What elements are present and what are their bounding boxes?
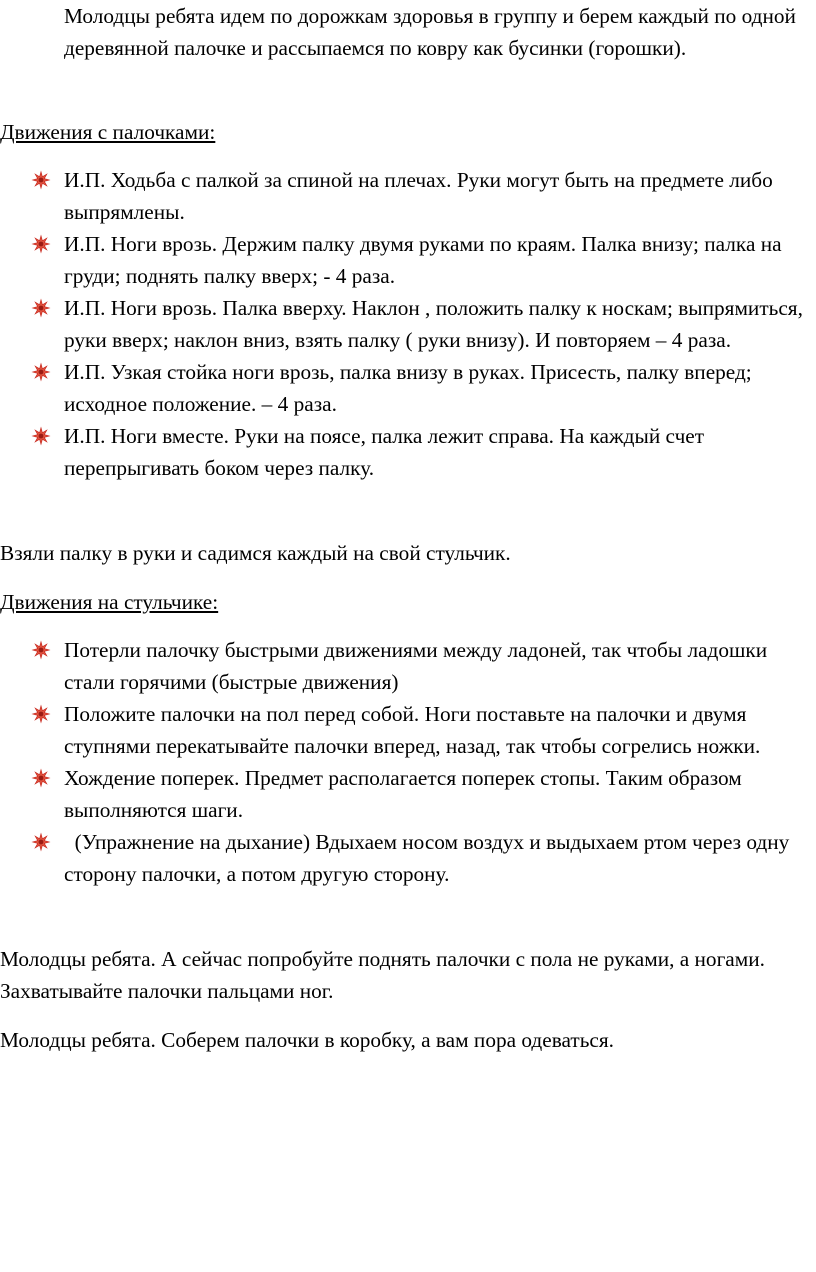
list-item-text: И.П. Ноги вместе. Руки на поясе, палка лежит справа. На каждый счет перепрыгивать боком через палку. <box>64 424 705 480</box>
list-item-text: (Упражнение на дыхание) Вдыхаем носом воздух и выдыхаем ртом через одну сторону палочки, а потом другую сторону. <box>64 830 795 886</box>
red-starburst-icon <box>31 362 51 382</box>
list-item <box>0 762 816 826</box>
red-starburst-icon <box>31 640 51 660</box>
list-item-text: И.П. Ходьба с палкой за спиной на плечах. Руки могут быть на предмете либо выпрямлены. <box>64 168 773 224</box>
section-heading-stick-movements: Движения с палочками: <box>0 120 216 144</box>
list-item-text: Хождение поперек. Предмет располагается поперек стопы. Таким образом выполняются шаги. <box>64 766 742 822</box>
list-item <box>0 228 816 292</box>
stick-movements-list <box>0 164 816 484</box>
closing-paragraph: Молодцы ребята. Соберем палочки в коробку, а вам пора одеваться. <box>0 1028 614 1052</box>
red-starburst-icon <box>31 704 51 724</box>
section-heading-chair-movements: Движения на стульчике: <box>0 590 219 614</box>
red-starburst-icon <box>31 426 51 446</box>
list-item-text: Положите палочки на пол перед собой. Ноги поставьте на палочки и двумя ступнями перекатывайте палочки вперед, назад, так чтобы согрелись ножки. <box>64 702 761 758</box>
red-starburst-icon <box>31 298 51 318</box>
list-item-text: Потерли палочку быстрыми движениями между ладоней, так чтобы ладошки стали горячими (быстрые движения) <box>64 638 768 694</box>
red-starburst-icon <box>31 234 51 254</box>
red-starburst-icon <box>31 170 51 190</box>
list-item <box>0 634 816 698</box>
list-item <box>0 356 816 420</box>
list-item <box>0 826 816 890</box>
chair-movements-list <box>0 634 816 890</box>
list-item <box>0 164 816 228</box>
red-starburst-icon <box>31 832 51 852</box>
list-item <box>0 292 816 356</box>
list-item <box>0 698 816 762</box>
list-item-text: И.П. Узкая стойка ноги врозь, палка внизу в руках. Присесть, палку вперед; исходное положение. – 4 раза. <box>64 360 752 416</box>
intro-paragraph: Молодцы ребята идем по дорожкам здоровья в группу и берем каждый по одной деревянной палочке и рассыпаемся по ковру как бусинки (горошки). <box>64 4 796 60</box>
red-starburst-icon <box>31 768 51 788</box>
list-item-text: И.П. Ноги врозь. Палка вверху. Наклон , положить палку к носкам; выпрямиться, руки вверх; наклон вниз, взять палку ( руки внизу). И повторяем – 4 раза. <box>64 296 803 352</box>
list-item <box>0 420 816 484</box>
pick-up-sticks-paragraph: Молодцы ребята. А сейчас попробуйте поднять палочки с пола не руками, а ногами. Захватывайте палочки пальцами ног. <box>0 947 765 1003</box>
take-stick-paragraph: Взяли палку в руки и садимся каждый на свой стульчик. <box>0 541 511 565</box>
list-item-text: И.П. Ноги врозь. Держим палку двумя руками по краям. Палка внизу; палка на груди; поднять палку вверх; - 4 раза. <box>64 232 782 288</box>
